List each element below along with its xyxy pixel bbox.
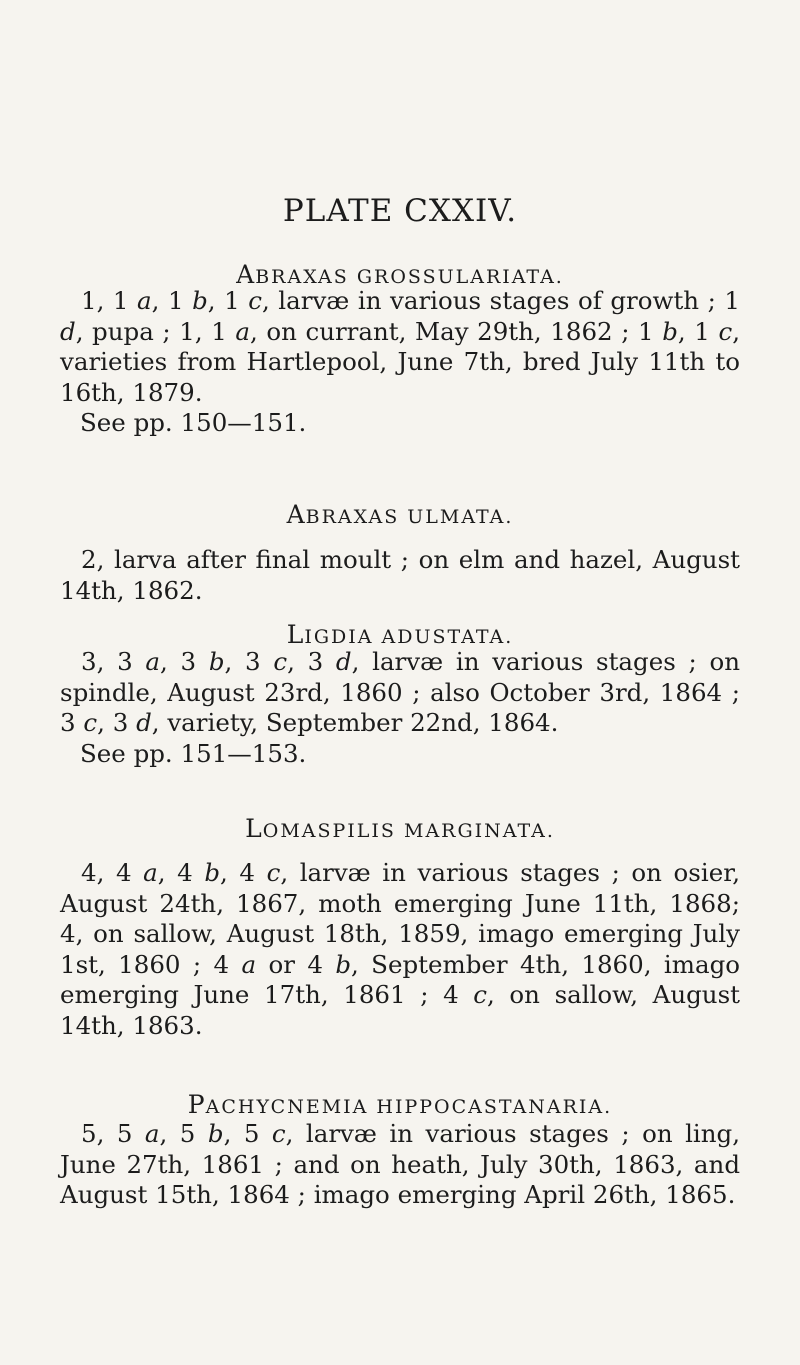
page-reference: See pp. 150—151. — [80, 408, 307, 437]
species-name: BRAXAS GROSSULARIATA. — [255, 266, 564, 288]
species-initial: A — [286, 500, 306, 529]
species-initial: L — [245, 814, 263, 843]
species-initial: L — [286, 620, 305, 649]
species-heading — [0, 620, 800, 649]
plate-entry — [60, 1119, 740, 1211]
plate-entry — [60, 545, 740, 606]
species-name: BRAXAS ULMATA. — [305, 506, 514, 528]
entry-text: 5, 5 a, 5 b, 5 c, larvæ in various stages ; on ling, June 27th, 1861 ; and on heath, July 30th, 1863, and August 15th, 1864 ; imago emerging April 26th, 1865. — [60, 1119, 741, 1209]
entry-text: 2, larva after final moult ; on elm and hazel, August 14th, 1862. — [60, 545, 740, 605]
species-name: OMASPILIS MARGINATA. — [262, 820, 555, 842]
entry-text: 4, 4 a, 4 b, 4 c, larvæ in various stages ; on osier, August 24th, 1867, moth emerging June 11th, 1868; 4, on sallow, August 18th, 1859, imago emerging July 1st, 1860 ; 4 a or 4 b, September 4th, 1860, imago emerging June 17th, 1861 ; 4 c, on sallow, August 14th, 1863. — [60, 858, 741, 1040]
species-heading — [0, 500, 800, 529]
species-name: ACHYCNEMIA HIPPOCASTANARIA. — [205, 1096, 613, 1118]
page-reference: See pp. 151—153. — [80, 738, 307, 768]
species-name: IGDIA ADUSTATA. — [304, 626, 514, 648]
species-heading — [0, 260, 800, 289]
species-initial: P — [187, 1090, 206, 1119]
species-heading — [0, 1090, 800, 1119]
species-initial: A — [236, 260, 256, 289]
species-heading — [0, 814, 800, 843]
plate-entry — [60, 286, 740, 439]
plate-entry — [60, 647, 740, 769]
entry-text: 1, 1 a, 1 b, 1 c, larvæ in various stages of growth ; 1 d, pupa ; 1, 1 a, on currant, May 29th, 1862 ; 1 b, 1 c, varieties from Hartlepool, June 7th, bred July 11th to 16th, 1879. — [60, 286, 740, 407]
plate-entry — [60, 858, 740, 1041]
entry-text: 3, 3 a, 3 b, 3 c, 3 d, larvæ in various stages ; on spindle, August 23rd, 1860 ; also October 3rd, 1864 ; 3 c, 3 d, variety, September 22nd, 1864. — [60, 647, 741, 737]
plate-title: PLATE CXXIV. — [282, 193, 518, 229]
